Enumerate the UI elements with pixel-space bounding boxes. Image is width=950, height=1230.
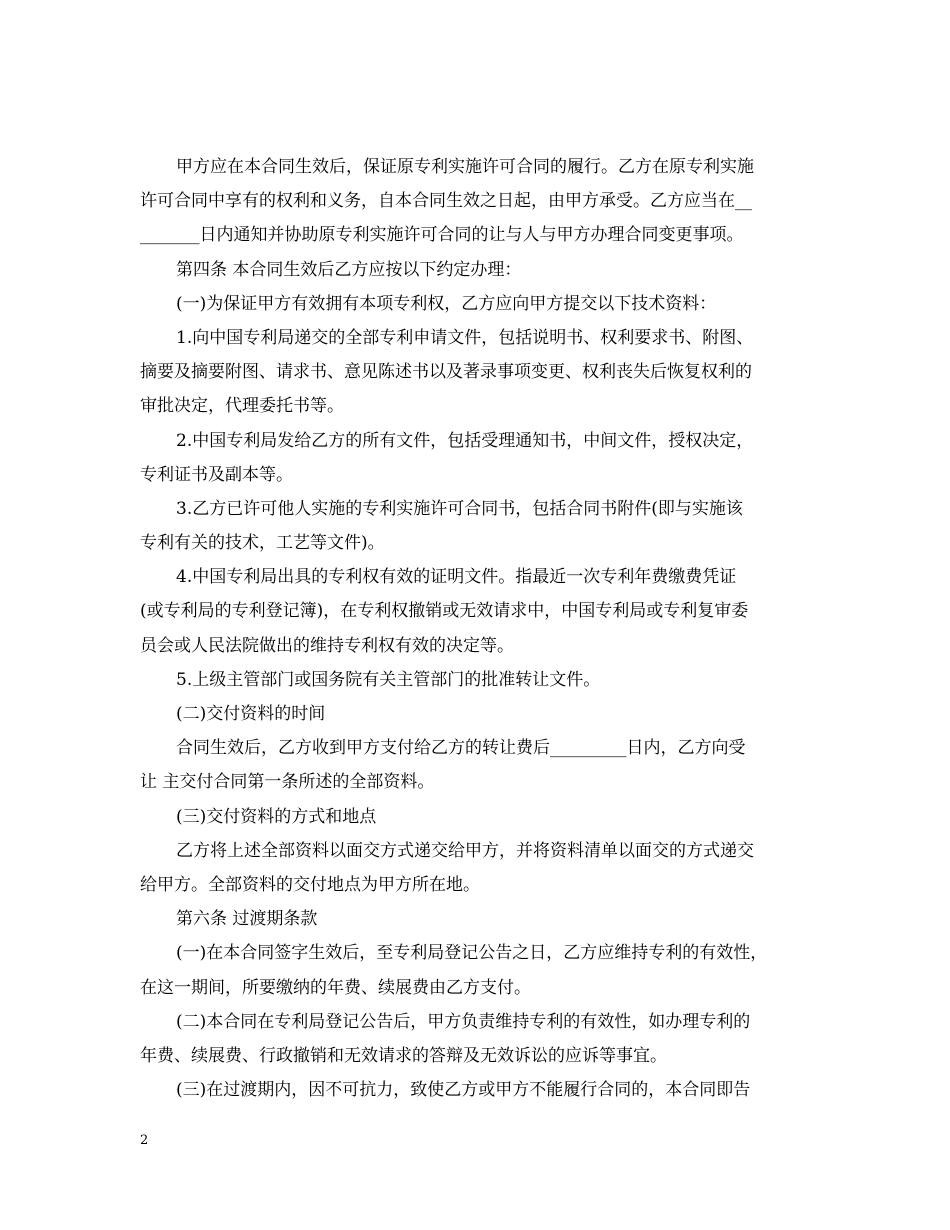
article-six-heading: 第六条 过渡期条款 (176, 909, 318, 930)
delivery-method-line-2: 给甲方。全部资料的交付地点为甲方所在地。 (140, 874, 480, 895)
list-item-4-line-2: (或专利局的专利登记簿)，在专利权撤销或无效请求中，中国专利局或专利复审委 (140, 601, 749, 622)
delivery-method-line-1: 乙方将上述全部资料以面交方式递交给甲方，并将资料清单以面交的方式递交 (176, 840, 754, 861)
section-delivery-time-heading: (二)交付资料的时间 (176, 704, 326, 724)
list-item-2-line-2: 专利证书及副本等。 (140, 464, 293, 485)
list-item-4-line-1: 4.中国专利局出具的专利权有效的证明文件。指最近一次专利年费缴费凭证 (176, 567, 737, 588)
paragraph-line-05: (一)为保证甲方有效拥有本项专利权，乙方应向甲方提交以下技术资料： (176, 293, 717, 314)
page-number: 2 (140, 1133, 149, 1148)
section-delivery-method-heading: (三)交付资料的方式和地点 (176, 806, 377, 827)
paragraph-line-01: 甲方应在本合同生效后，保证原专利实施许可合同的履行。乙方在原专利实施 (176, 157, 754, 177)
paragraph-line-03: _______日内通知并协助原专利实施许可合同的让与人与甲方办理合同变更事项。 (140, 225, 744, 246)
delivery-time-line-1: 合同生效后，乙方收到甲方支付给乙方的转让费后_________日内，乙方向受 (176, 738, 746, 759)
list-item-4-line-3: 员会或人民法院做出的维持专利权有效的决定等。 (140, 635, 514, 656)
delivery-time-line-2: 让 主交付合同第一条所述的全部资料。 (140, 772, 435, 793)
list-item-3-line-2: 专利有关的技术，工艺等文件)。 (140, 533, 385, 554)
list-item-1-line-2: 摘要及摘要附图、请求书、意见陈述书以及著录事项变更、权利丧失后恢复权利的 (140, 362, 752, 383)
list-item-5: 5.上级主管部门或国务院有关主管部门的批准转让文件。 (176, 669, 601, 690)
paragraph-line-02: 许可合同中享有的权利和义务，自本合同生效之日起，由甲方承受。乙方应当在__ (140, 191, 752, 212)
transition-clause-1-line-2: 在这一期间，所要缴纳的年费、续展费由乙方支付。 (140, 977, 531, 998)
list-item-1-line-3: 审批决定，代理委托书等。 (140, 396, 344, 417)
list-item-1-line-1: 1.向中国专利局递交的全部专利申请文件，包括说明书、权利要求书、附图、 (176, 327, 754, 348)
contract-body-text (140, 150, 820, 1107)
article-four-heading: 第四条 本合同生效后乙方应按以下约定办理： (176, 259, 522, 280)
transition-clause-1-line-1: (一)在本合同签字生效后，至专利局登记公告之日，乙方应维持专利的有效性， (176, 943, 768, 964)
transition-clause-3-line-1: (三)在过渡期内，因不可抗力，致使乙方或甲方不能履行合同的，本合同即告 (176, 1080, 751, 1101)
transition-clause-2-line-2: 年费、续展费、行政撤销和无效请求的答辩及无效诉讼的应诉等事宜。 (140, 1045, 667, 1066)
list-item-3-line-1: 3.乙方已许可他人实施的专利实施许可合同书，包括合同书附件(即与实施该 (176, 498, 743, 519)
transition-clause-2-line-1: (二)本合同在专利局登记公告后，甲方负责维持专利的有效性，如办理专利的 (176, 1011, 751, 1032)
list-item-2-line-1: 2.中国专利局发给乙方的所有文件，包括受理通知书，中间文件，授权决定， (176, 430, 754, 451)
